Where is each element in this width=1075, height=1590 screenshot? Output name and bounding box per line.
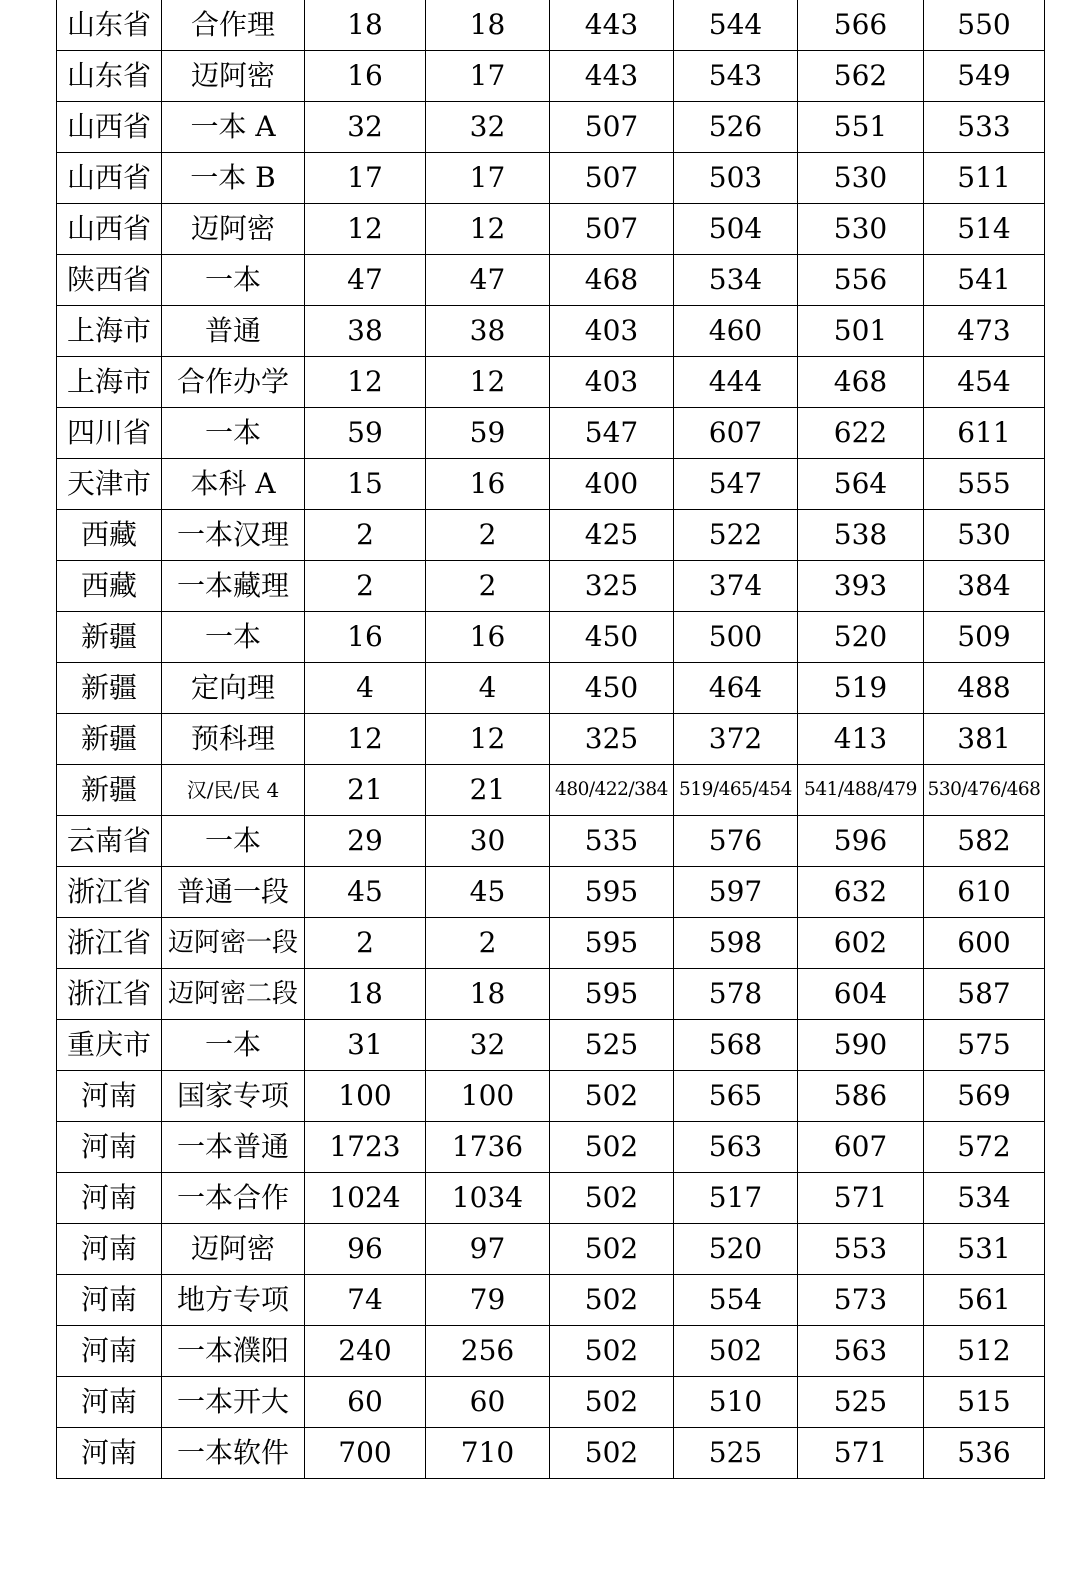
- cell-admission-type: 本科 A: [162, 459, 305, 510]
- cell-enrolled-count: 60: [426, 1377, 550, 1428]
- cell-enrolled-count: 45: [426, 867, 550, 918]
- cell-enrolled-count: 21: [426, 765, 550, 816]
- cell-control-line: 325: [550, 714, 674, 765]
- table-row: [57, 1071, 1045, 1122]
- cell-province: 河南: [57, 1173, 162, 1224]
- cell-max-score: 530: [798, 204, 924, 255]
- cell-province: 新疆: [57, 612, 162, 663]
- cell-min-score: 607: [674, 408, 798, 459]
- cell-max-score: 541/488/479: [798, 765, 924, 816]
- cell-max-score: 607: [798, 1122, 924, 1173]
- cell-control-line: 403: [550, 306, 674, 357]
- cell-max-score: 571: [798, 1173, 924, 1224]
- cell-plan-count: 18: [305, 969, 426, 1020]
- table-row: [57, 612, 1045, 663]
- cell-max-score: 622: [798, 408, 924, 459]
- cell-min-score: 554: [674, 1275, 798, 1326]
- cell-max-score: 553: [798, 1224, 924, 1275]
- cell-max-score: 590: [798, 1020, 924, 1071]
- cell-control-line: 403: [550, 357, 674, 408]
- cell-province: 河南: [57, 1275, 162, 1326]
- cell-min-score: 544: [674, 0, 798, 51]
- cell-province: 上海市: [57, 306, 162, 357]
- cell-avg-score: 533: [924, 102, 1045, 153]
- cell-enrolled-count: 30: [426, 816, 550, 867]
- table-row: [57, 1122, 1045, 1173]
- cell-min-score: 597: [674, 867, 798, 918]
- cell-admission-type: 一本普通: [162, 1122, 305, 1173]
- cell-enrolled-count: 16: [426, 459, 550, 510]
- cell-min-score: 547: [674, 459, 798, 510]
- cell-control-line: 507: [550, 102, 674, 153]
- cell-max-score: 556: [798, 255, 924, 306]
- cell-min-score: 543: [674, 51, 798, 102]
- cell-avg-score: 512: [924, 1326, 1045, 1377]
- cell-control-line: 502: [550, 1377, 674, 1428]
- table-row: [57, 1275, 1045, 1326]
- table-row: [57, 1224, 1045, 1275]
- cell-enrolled-count: 2: [426, 918, 550, 969]
- cell-plan-count: 2: [305, 510, 426, 561]
- cell-province: 云南省: [57, 816, 162, 867]
- cell-max-score: 530: [798, 153, 924, 204]
- cell-plan-count: 29: [305, 816, 426, 867]
- cell-min-score: 460: [674, 306, 798, 357]
- cell-min-score: 526: [674, 102, 798, 153]
- cell-province: 河南: [57, 1377, 162, 1428]
- cell-plan-count: 21: [305, 765, 426, 816]
- cell-control-line: 480/422/384: [550, 765, 674, 816]
- cell-plan-count: 32: [305, 102, 426, 153]
- cell-admission-type: 一本藏理: [162, 561, 305, 612]
- cell-control-line: 502: [550, 1326, 674, 1377]
- cell-avg-score: 550: [924, 0, 1045, 51]
- cell-control-line: 535: [550, 816, 674, 867]
- cell-province: 山西省: [57, 102, 162, 153]
- cell-admission-type: 汉/民/民 4: [162, 765, 305, 816]
- cell-province: 上海市: [57, 357, 162, 408]
- cell-plan-count: 2: [305, 918, 426, 969]
- cell-control-line: 502: [550, 1275, 674, 1326]
- cell-province: 西藏: [57, 510, 162, 561]
- cell-admission-type: 一本: [162, 816, 305, 867]
- cell-admission-type: 一本软件: [162, 1428, 305, 1479]
- cell-max-score: 573: [798, 1275, 924, 1326]
- cell-province: 新疆: [57, 663, 162, 714]
- cell-admission-type: 一本合作: [162, 1173, 305, 1224]
- cell-avg-score: 531: [924, 1224, 1045, 1275]
- cell-control-line: 443: [550, 0, 674, 51]
- cell-enrolled-count: 1034: [426, 1173, 550, 1224]
- cell-plan-count: 2: [305, 561, 426, 612]
- cell-admission-type: 一本: [162, 612, 305, 663]
- cell-avg-score: 509: [924, 612, 1045, 663]
- cell-control-line: 443: [550, 51, 674, 102]
- cell-avg-score: 549: [924, 51, 1045, 102]
- cell-max-score: 413: [798, 714, 924, 765]
- cell-min-score: 525: [674, 1428, 798, 1479]
- cell-avg-score: 611: [924, 408, 1045, 459]
- cell-min-score: 503: [674, 153, 798, 204]
- cell-avg-score: 555: [924, 459, 1045, 510]
- cell-province: 河南: [57, 1224, 162, 1275]
- cell-avg-score: 515: [924, 1377, 1045, 1428]
- cell-enrolled-count: 2: [426, 510, 550, 561]
- cell-admission-type: 迈阿密一段: [162, 918, 305, 969]
- cell-min-score: 563: [674, 1122, 798, 1173]
- cell-control-line: 450: [550, 612, 674, 663]
- cell-min-score: 502: [674, 1326, 798, 1377]
- cell-control-line: 400: [550, 459, 674, 510]
- cell-enrolled-count: 17: [426, 51, 550, 102]
- table-row: [57, 816, 1045, 867]
- cell-max-score: 551: [798, 102, 924, 153]
- cell-plan-count: 1723: [305, 1122, 426, 1173]
- cell-admission-type: 一本汉理: [162, 510, 305, 561]
- cell-max-score: 632: [798, 867, 924, 918]
- table-row: [57, 102, 1045, 153]
- cell-admission-type: 迈阿密二段: [162, 969, 305, 1020]
- cell-province: 陕西省: [57, 255, 162, 306]
- cell-control-line: 425: [550, 510, 674, 561]
- cell-control-line: 502: [550, 1224, 674, 1275]
- cell-control-line: 507: [550, 204, 674, 255]
- cell-max-score: 520: [798, 612, 924, 663]
- cell-plan-count: 17: [305, 153, 426, 204]
- cell-plan-count: 16: [305, 51, 426, 102]
- cell-province: 山西省: [57, 153, 162, 204]
- cell-plan-count: 100: [305, 1071, 426, 1122]
- table-body: [57, 0, 1045, 1479]
- cell-max-score: 604: [798, 969, 924, 1020]
- table-row: [57, 357, 1045, 408]
- cell-plan-count: 12: [305, 714, 426, 765]
- cell-control-line: 547: [550, 408, 674, 459]
- cell-avg-score: 600: [924, 918, 1045, 969]
- cell-enrolled-count: 18: [426, 0, 550, 51]
- cell-province: 新疆: [57, 765, 162, 816]
- table-row: [57, 153, 1045, 204]
- table-row: [57, 1377, 1045, 1428]
- cell-control-line: 502: [550, 1071, 674, 1122]
- cell-enrolled-count: 2: [426, 561, 550, 612]
- cell-plan-count: 74: [305, 1275, 426, 1326]
- table-row: [57, 969, 1045, 1020]
- cell-max-score: 525: [798, 1377, 924, 1428]
- cell-admission-type: 预科理: [162, 714, 305, 765]
- cell-control-line: 595: [550, 918, 674, 969]
- cell-plan-count: 31: [305, 1020, 426, 1071]
- cell-admission-type: 普通一段: [162, 867, 305, 918]
- cell-enrolled-count: 47: [426, 255, 550, 306]
- cell-admission-type: 一本开大: [162, 1377, 305, 1428]
- cell-max-score: 562: [798, 51, 924, 102]
- cell-enrolled-count: 59: [426, 408, 550, 459]
- cell-max-score: 519: [798, 663, 924, 714]
- cell-min-score: 578: [674, 969, 798, 1020]
- cell-avg-score: 530/476/468: [924, 765, 1045, 816]
- cell-min-score: 517: [674, 1173, 798, 1224]
- cell-min-score: 598: [674, 918, 798, 969]
- cell-enrolled-count: 12: [426, 357, 550, 408]
- cell-plan-count: 12: [305, 357, 426, 408]
- cell-avg-score: 561: [924, 1275, 1045, 1326]
- cell-admission-type: 迈阿密: [162, 204, 305, 255]
- cell-control-line: 502: [550, 1173, 674, 1224]
- cell-plan-count: 12: [305, 204, 426, 255]
- cell-max-score: 468: [798, 357, 924, 408]
- cell-max-score: 571: [798, 1428, 924, 1479]
- cell-plan-count: 38: [305, 306, 426, 357]
- cell-province: 河南: [57, 1122, 162, 1173]
- table-row: [57, 306, 1045, 357]
- cell-control-line: 502: [550, 1428, 674, 1479]
- cell-min-score: 522: [674, 510, 798, 561]
- table-row: [57, 663, 1045, 714]
- table-row: [57, 765, 1045, 816]
- table-row: [57, 867, 1045, 918]
- cell-enrolled-count: 710: [426, 1428, 550, 1479]
- cell-control-line: 502: [550, 1122, 674, 1173]
- cell-enrolled-count: 256: [426, 1326, 550, 1377]
- cell-plan-count: 4: [305, 663, 426, 714]
- cell-avg-score: 384: [924, 561, 1045, 612]
- cell-max-score: 566: [798, 0, 924, 51]
- cell-avg-score: 534: [924, 1173, 1045, 1224]
- cell-control-line: 450: [550, 663, 674, 714]
- cell-min-score: 519/465/454: [674, 765, 798, 816]
- cell-plan-count: 59: [305, 408, 426, 459]
- cell-min-score: 510: [674, 1377, 798, 1428]
- cell-admission-type: 地方专项: [162, 1275, 305, 1326]
- table-row: [57, 408, 1045, 459]
- cell-avg-score: 514: [924, 204, 1045, 255]
- cell-max-score: 596: [798, 816, 924, 867]
- table-row: [57, 918, 1045, 969]
- cell-admission-type: 国家专项: [162, 1071, 305, 1122]
- cell-avg-score: 610: [924, 867, 1045, 918]
- cell-control-line: 595: [550, 867, 674, 918]
- cell-enrolled-count: 32: [426, 102, 550, 153]
- cell-control-line: 507: [550, 153, 674, 204]
- cell-plan-count: 45: [305, 867, 426, 918]
- table-row: [57, 0, 1045, 51]
- table-row: [57, 1020, 1045, 1071]
- cell-plan-count: 60: [305, 1377, 426, 1428]
- cell-enrolled-count: 12: [426, 204, 550, 255]
- cell-province: 浙江省: [57, 867, 162, 918]
- cell-enrolled-count: 16: [426, 612, 550, 663]
- cell-admission-type: 迈阿密: [162, 51, 305, 102]
- cell-plan-count: 16: [305, 612, 426, 663]
- cell-province: 山东省: [57, 51, 162, 102]
- cell-min-score: 576: [674, 816, 798, 867]
- table-row: [57, 714, 1045, 765]
- cell-admission-type: 普通: [162, 306, 305, 357]
- table-row: [57, 459, 1045, 510]
- cell-admission-type: 定向理: [162, 663, 305, 714]
- cell-enrolled-count: 12: [426, 714, 550, 765]
- cell-province: 河南: [57, 1428, 162, 1479]
- cell-max-score: 563: [798, 1326, 924, 1377]
- cell-enrolled-count: 38: [426, 306, 550, 357]
- cell-admission-type: 合作办学: [162, 357, 305, 408]
- cell-admission-type: 一本: [162, 408, 305, 459]
- cell-province: 天津市: [57, 459, 162, 510]
- cell-admission-type: 一本: [162, 255, 305, 306]
- cell-plan-count: 700: [305, 1428, 426, 1479]
- cell-max-score: 538: [798, 510, 924, 561]
- cell-avg-score: 511: [924, 153, 1045, 204]
- cell-control-line: 325: [550, 561, 674, 612]
- cell-province: 浙江省: [57, 969, 162, 1020]
- cell-enrolled-count: 100: [426, 1071, 550, 1122]
- cell-avg-score: 575: [924, 1020, 1045, 1071]
- cell-plan-count: 18: [305, 0, 426, 51]
- cell-avg-score: 530: [924, 510, 1045, 561]
- cell-min-score: 372: [674, 714, 798, 765]
- cell-admission-type: 合作理: [162, 0, 305, 51]
- cell-province: 河南: [57, 1071, 162, 1122]
- cell-plan-count: 47: [305, 255, 426, 306]
- cell-admission-type: 迈阿密: [162, 1224, 305, 1275]
- cell-avg-score: 541: [924, 255, 1045, 306]
- cell-plan-count: 96: [305, 1224, 426, 1275]
- table-row: [57, 1326, 1045, 1377]
- cell-min-score: 374: [674, 561, 798, 612]
- cell-enrolled-count: 97: [426, 1224, 550, 1275]
- cell-province: 山西省: [57, 204, 162, 255]
- cell-min-score: 534: [674, 255, 798, 306]
- cell-min-score: 504: [674, 204, 798, 255]
- cell-enrolled-count: 1736: [426, 1122, 550, 1173]
- admission-score-table: [56, 0, 1045, 1479]
- table-row: [57, 51, 1045, 102]
- cell-province: 山东省: [57, 0, 162, 51]
- cell-avg-score: 473: [924, 306, 1045, 357]
- cell-enrolled-count: 17: [426, 153, 550, 204]
- cell-min-score: 464: [674, 663, 798, 714]
- cell-enrolled-count: 32: [426, 1020, 550, 1071]
- cell-province: 新疆: [57, 714, 162, 765]
- cell-province: 西藏: [57, 561, 162, 612]
- cell-province: 四川省: [57, 408, 162, 459]
- cell-admission-type: 一本 B: [162, 153, 305, 204]
- cell-max-score: 501: [798, 306, 924, 357]
- cell-max-score: 393: [798, 561, 924, 612]
- cell-max-score: 602: [798, 918, 924, 969]
- table-row: [57, 204, 1045, 255]
- table-row: [57, 1428, 1045, 1479]
- cell-avg-score: 572: [924, 1122, 1045, 1173]
- cell-control-line: 525: [550, 1020, 674, 1071]
- cell-avg-score: 454: [924, 357, 1045, 408]
- cell-plan-count: 1024: [305, 1173, 426, 1224]
- cell-avg-score: 587: [924, 969, 1045, 1020]
- table-row: [57, 510, 1045, 561]
- cell-control-line: 595: [550, 969, 674, 1020]
- cell-avg-score: 381: [924, 714, 1045, 765]
- cell-avg-score: 488: [924, 663, 1045, 714]
- cell-control-line: 468: [550, 255, 674, 306]
- cell-avg-score: 536: [924, 1428, 1045, 1479]
- cell-enrolled-count: 79: [426, 1275, 550, 1326]
- cell-plan-count: 240: [305, 1326, 426, 1377]
- cell-min-score: 568: [674, 1020, 798, 1071]
- cell-province: 浙江省: [57, 918, 162, 969]
- table-row: [57, 561, 1045, 612]
- cell-province: 重庆市: [57, 1020, 162, 1071]
- cell-admission-type: 一本濮阳: [162, 1326, 305, 1377]
- cell-avg-score: 569: [924, 1071, 1045, 1122]
- cell-min-score: 520: [674, 1224, 798, 1275]
- cell-min-score: 444: [674, 357, 798, 408]
- cell-admission-type: 一本 A: [162, 102, 305, 153]
- table-row: [57, 255, 1045, 306]
- cell-province: 河南: [57, 1326, 162, 1377]
- cell-avg-score: 582: [924, 816, 1045, 867]
- cell-min-score: 500: [674, 612, 798, 663]
- table-row: [57, 1173, 1045, 1224]
- cell-min-score: 565: [674, 1071, 798, 1122]
- cell-max-score: 586: [798, 1071, 924, 1122]
- cell-enrolled-count: 4: [426, 663, 550, 714]
- cell-admission-type: 一本: [162, 1020, 305, 1071]
- cell-enrolled-count: 18: [426, 969, 550, 1020]
- cell-max-score: 564: [798, 459, 924, 510]
- cell-plan-count: 15: [305, 459, 426, 510]
